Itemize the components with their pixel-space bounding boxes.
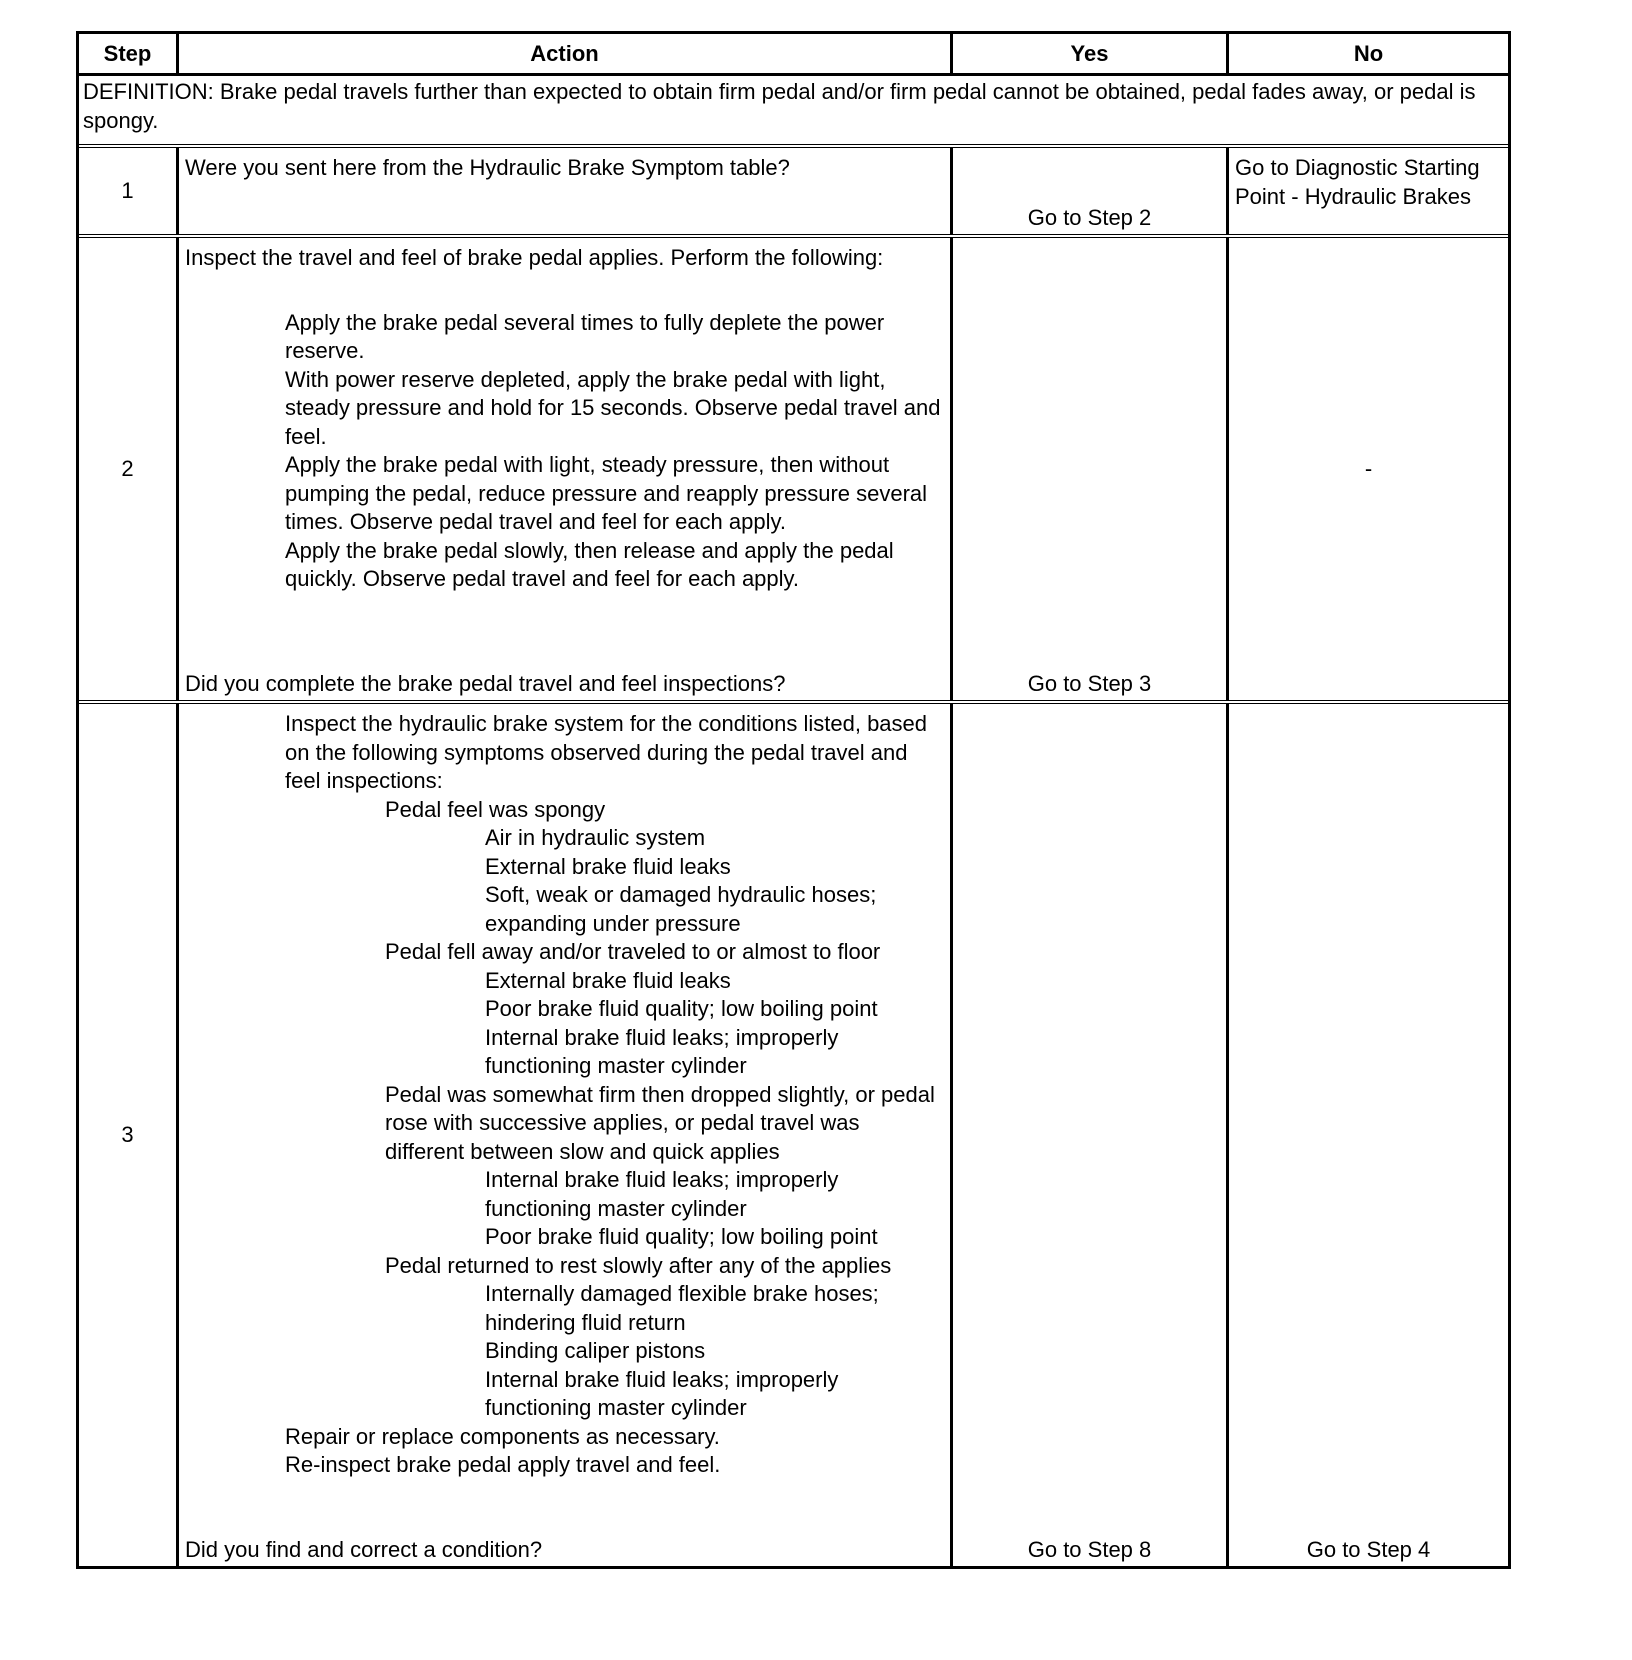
symptom-cause: Internally damaged flexible brake hoses; hindering fluid return (485, 1281, 879, 1335)
step-yes: Go to Step 8 (953, 704, 1229, 1566)
step-yes: Go to Step 3 (953, 238, 1229, 700)
symptom-cause: Internal brake fluid leaks; improperly functioning master cylinder (485, 1167, 839, 1221)
step-no: - (1364, 455, 1373, 481)
table-header-row (79, 34, 1508, 73)
symptom-label: Pedal returned to rest slowly after any of the applies (385, 1252, 892, 1278)
header-no: No (1353, 41, 1384, 66)
action-question: Did you find and correct a condition? (185, 1536, 543, 1562)
action-step: Re-inspect brake pedal apply travel and feel. (285, 1452, 721, 1477)
step-no: Go to Step 4 (1306, 1536, 1431, 1562)
definition-row (79, 73, 1508, 144)
action-intro: Inspect the hydraulic brake system for the conditions listed, based on the following symptoms observed during the pedal travel and feel inspections: (285, 711, 928, 793)
action-item: Apply the brake pedal several times to fully deplete the power reserve. (285, 309, 885, 363)
symptom-cause: Internal brake fluid leaks; improperly functioning master cylinder (485, 1024, 839, 1078)
step-yes: Go to Step 2 (953, 148, 1229, 234)
symptom-label: Pedal fell away and/or traveled to or almost to floor (385, 939, 881, 964)
action-question: Did you complete the brake pedal travel and feel inspections? (185, 670, 786, 696)
table-row (79, 700, 1508, 1566)
symptom-cause: Poor brake fluid quality; low boiling point (485, 996, 878, 1021)
symptom-cause: Soft, weak or damaged hydraulic hoses; expanding under pressure (485, 882, 877, 936)
symptom-cause: External brake fluid leaks (485, 967, 731, 993)
symptom-cause: Internal brake fluid leaks; improperly functioning master cylinder (485, 1366, 839, 1420)
step-number: 3 (79, 704, 179, 1566)
header-yes: Yes (953, 34, 1229, 73)
step-number: 2 (79, 238, 179, 700)
symptom-label: Pedal was somewhat firm then dropped slightly, or pedal rose with successive applies, or pedal travel was different between slow and quick applies (385, 1081, 935, 1164)
action-step: Repair or replace components as necessary. (285, 1423, 720, 1449)
table-row (79, 234, 1508, 700)
header-action: Action (179, 34, 953, 73)
action-item: With power reserve depleted, apply the brake pedal with light, steady pressure and hold for 15 seconds. Observe pedal travel and feel. (285, 366, 941, 449)
symptom-label: Pedal feel was spongy (385, 796, 606, 822)
symptom-cause: Binding caliper pistons (485, 1338, 706, 1363)
symptom-cause: External brake fluid leaks (485, 853, 731, 879)
table-row (79, 144, 1508, 234)
diagnostic-table (76, 31, 1511, 1569)
step-action (179, 704, 953, 1566)
symptom-cause: Poor brake fluid quality; low boiling point (485, 1224, 878, 1249)
definition-text: DEFINITION: Brake pedal travels further than expected to obtain firm pedal and/or firm pedal cannot be obtained, pedal fades away, or pedal is spongy. (83, 79, 1476, 133)
action-item: Apply the brake pedal with light, steady pressure, then without pumping the pedal, reduce pressure and reapply pressure several times. Observe pedal travel and feel for each apply. (285, 452, 928, 534)
symptom-cause: Air in hydraulic system (485, 825, 706, 850)
step-number: 1 (79, 148, 179, 234)
step-action: Were you sent here from the Hydraulic Brake Symptom table? (179, 148, 953, 234)
action-item: Apply the brake pedal slowly, then release and apply the pedal quickly. Observe pedal travel and feel for each apply. (285, 537, 894, 591)
step-no: Go to Diagnostic Starting Point - Hydraulic Brakes (1235, 155, 1480, 209)
step-action (179, 238, 953, 700)
header-step: Step (79, 34, 179, 73)
action-intro: Inspect the travel and feel of brake pedal applies. Perform the following: (185, 245, 884, 270)
